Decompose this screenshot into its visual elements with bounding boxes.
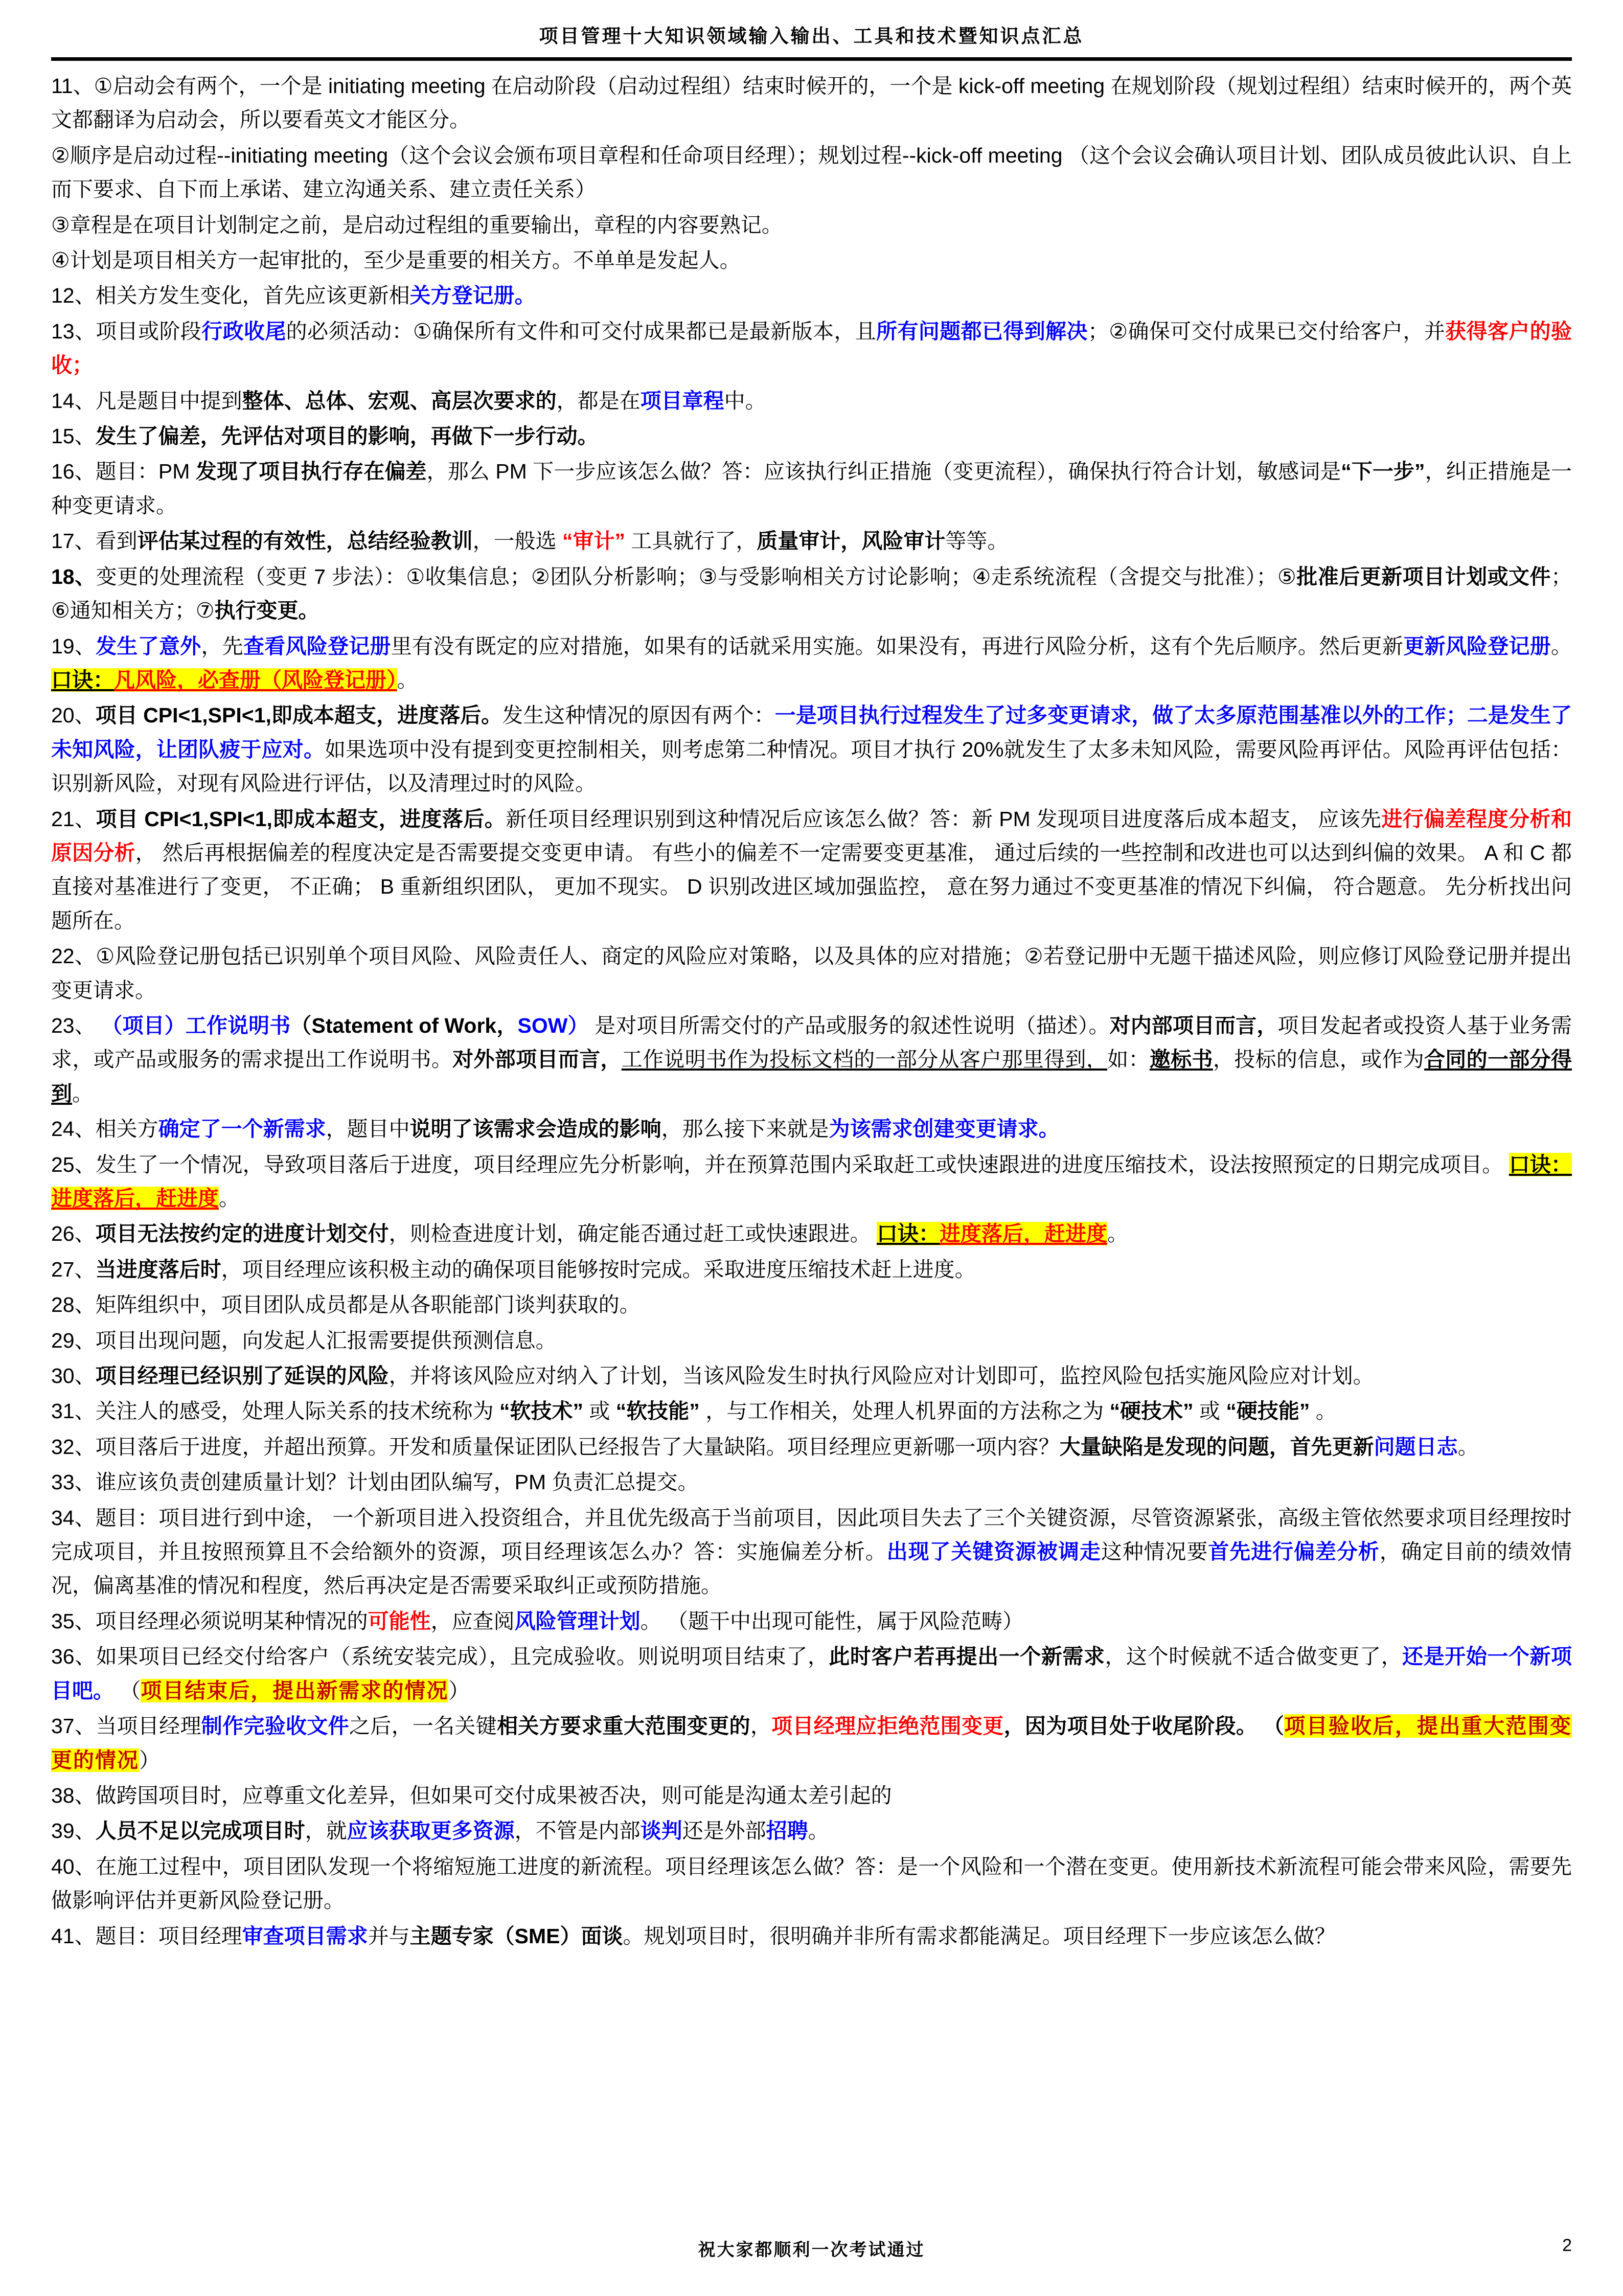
text-segment: 。 [1310, 1399, 1337, 1423]
text-segment: 出现了关键资源被调走 [886, 1540, 1101, 1564]
text-segment: 32、项目落后于进度，并超出预算。开发和质量保证团队已经报告了大量缺陷。项目经理应更新哪一项内容？ [51, 1435, 1060, 1459]
text-segment: 。 [219, 1187, 240, 1210]
text-segment: 26、 [51, 1222, 96, 1246]
text-segment: 首先进行偏差分析 [1208, 1540, 1380, 1564]
text-segment: 项目章程 [640, 389, 724, 413]
text-segment: ，不管是内部 [514, 1819, 641, 1843]
list-item [51, 1009, 1572, 1110]
text-segment: 还是开始一个新项目吧。 [51, 1645, 1572, 1702]
text-segment: 发生这种情况的原因有两个： [502, 703, 775, 728]
text-segment: 应该获取更多资源 [347, 1819, 515, 1843]
list-item [51, 1465, 1572, 1499]
text-segment: “软技术” [499, 1399, 583, 1423]
text-segment: 12、相关方发生变化，首先应该更新相 [51, 284, 410, 308]
text-segment: 发现了项目执行存在偏差 [195, 460, 427, 484]
text-segment: ，纠正措施是一种变更请求。 [51, 460, 1572, 517]
text-segment: ，题目中 [326, 1117, 410, 1141]
text-segment: （ [114, 1678, 141, 1702]
list-item [51, 698, 1572, 800]
text-segment: 38、做跨国项目时，应尊重文化差异，但如果可交付成果被否决，则可能是沟通太差引起的 [51, 1783, 892, 1807]
text-segment: ， [496, 1013, 518, 1037]
text-segment: 进度落后，赶进度 [51, 1187, 219, 1210]
text-segment: 并与 [368, 1924, 410, 1948]
list-item [51, 1359, 1572, 1393]
text-segment: 。 [1107, 1222, 1128, 1246]
text-segment: 此时客户若再提出一个新需求 [829, 1645, 1105, 1669]
text-segment: 制作完验收文件 [201, 1714, 349, 1738]
list-item [51, 1604, 1572, 1638]
list-item [51, 1640, 1572, 1708]
text-segment: 可能性 [368, 1609, 431, 1633]
text-segment: ，因为项目处于收尾阶段。 （ [1003, 1714, 1285, 1738]
text-segment: 23、 [51, 1013, 102, 1037]
text-segment: 执行变更。 [214, 599, 319, 623]
list-item [51, 1217, 1572, 1251]
text-segment: ，投标的信息，或作为 [1213, 1048, 1425, 1072]
text-segment: 27、 [51, 1257, 96, 1281]
list-item [51, 560, 1572, 628]
text-segment: 如果选项中没有提到变更控制相关，则考虑第二种情况。项目才执行 20%就发生了太多未知风险，需要风险再评估。风险再评估包括：识别新风险，对现有风险进行评估，以及清理过时的风险。 [51, 737, 1572, 795]
text-segment: 34、题目：项目进行到中途， 一个新项目进入投资组合，并且优先级高于当前项目，因此项目失去了三个关键资源，尽管资源紧张，高级主管依然要求项目经理按时完成项目，并且按照预算且不会给额外的资源，项目经理该怎么办？答：实施偏差分析。 [51, 1506, 1572, 1564]
text-segment: ，就 [305, 1819, 347, 1843]
text-segment: 35、项目经理必须说明某种情况的 [51, 1609, 368, 1633]
text-segment: ） [448, 1678, 470, 1702]
text-segment: “下一步” [1341, 460, 1425, 484]
text-segment: 。 （题干中出现可能性，属于风险范畴） [640, 1609, 1023, 1633]
list-item [51, 1288, 1572, 1322]
list-item [51, 1430, 1572, 1464]
text-segment: 里有没有既定的应对措施，如果有的话就采用实施。如果没有，再进行风险分析，这有个先后顺序。然后更新 [391, 634, 1404, 658]
footer-page-number: 2 [1562, 2236, 1572, 2255]
text-segment: 14、凡是题目中提到 [51, 389, 242, 413]
text-segment: 发生了偏差，先评估对项目的影响，再做下一步行动。 [95, 424, 599, 448]
text-segment: 13、项目或阶段 [51, 319, 202, 343]
text-segment: 整体、总体、宏观、高层次要求的 [242, 389, 557, 413]
header-divider [51, 57, 1572, 61]
text-segment: 15、 [51, 424, 96, 448]
text-segment: 发生了意外 [96, 634, 201, 658]
text-segment: 项目经理已经识别了延误的风险 [95, 1364, 389, 1388]
text-segment: 口诀： [1508, 1152, 1572, 1176]
list-item [51, 1112, 1572, 1146]
text-segment: ； [72, 353, 93, 377]
text-segment: 37、当项目经理 [51, 1714, 201, 1738]
text-segment: 16、题目：PM [51, 460, 196, 484]
list-item [51, 69, 1572, 137]
text-segment: “软技能” [615, 1399, 700, 1423]
list-item [51, 1394, 1572, 1428]
text-segment: 在规划阶段（规划过程组）结束时候开的，两个英文都翻译为启动会，所以要看英文才能区分。 [51, 74, 1572, 132]
text-segment: “硬技能” [1226, 1399, 1310, 1423]
text-segment: 29、项目出现问题，向发起人汇报需要提供预测信息。 [51, 1328, 557, 1352]
text-segment: 。 [72, 1081, 93, 1105]
text-segment: 关方登记册 [409, 284, 515, 308]
list-item [51, 1148, 1572, 1216]
text-segment: 33、谁应该负责创建质量计划？计划由团队编写，PM 负责汇总提交。 [51, 1470, 699, 1494]
text-segment: 对外部项目而言， [452, 1048, 622, 1072]
text-segment: 在启动阶段（启动过程组）结束时候开的，一个是 [485, 74, 958, 98]
list-item [51, 384, 1572, 418]
text-segment: 19、 [51, 634, 96, 658]
text-segment: 工作说明书作为投标文档的一部分从客户那里得到， [621, 1048, 1108, 1072]
text-segment: 20、 [51, 703, 96, 728]
text-segment: ④计划是项目相关方一起审批的，至少是重要的相关方。不单单是发起人。 [51, 248, 741, 272]
text-segment: 所有问题都已得到解决 [876, 319, 1088, 343]
list-item [51, 1814, 1572, 1848]
text-segment: SOW） [517, 1013, 589, 1037]
text-segment: 41、题目：项目经理 [51, 1924, 242, 1948]
text-segment: 项目经理应拒绝范围变更 [771, 1714, 1004, 1738]
list-item [51, 629, 1572, 697]
text-segment: 新任项目经理识别到这种情况后应该怎么做？答：新 PM 发现项目进度落后成本超支， 应该先 [506, 807, 1382, 831]
text-segment: 17、看到 [51, 529, 138, 553]
list-item [51, 279, 1572, 312]
text-segment: 项目发起者或投资人基于业务需求，或产品或服务的需求提出工作说明书。 [51, 1013, 1572, 1072]
text-segment: ，先 [201, 634, 243, 658]
list-item [51, 1253, 1572, 1286]
page-footer [51, 2236, 1572, 2266]
text-segment: 39、 [51, 1819, 96, 1843]
text-segment: “硬技术” [1109, 1399, 1194, 1423]
text-segment: 。 [1551, 634, 1572, 658]
text-segment: 确定了一个新需求 [158, 1117, 326, 1141]
text-segment: ，这个时候就不适合做变更了， [1105, 1645, 1403, 1669]
text-segment: “审计” [562, 529, 626, 553]
text-segment: 40、在施工过程中，项目团队发现一个将缩短施工进度的新流程。项目经理该怎么做？答：是一个风险和一个潜在变更。使用新技术新流程可能会带来风险，需要先做影响评估并更新风险登记册。 [51, 1854, 1572, 1913]
page-title: 项目管理十大知识领域输入输出、工具和技术暨知识点汇总 [539, 26, 1084, 47]
text-segment: 或 [583, 1399, 616, 1423]
text-segment: 谈判 [640, 1819, 682, 1843]
text-segment: 。 [514, 284, 536, 308]
text-segment: 的必须活动：①确保所有文件和可交付成果都已是最新版本，且 [286, 319, 877, 343]
text-segment: 这种情况要 [1101, 1540, 1208, 1564]
text-segment: 36、如果项目已经交付给客户（系统安装完成），且完成验收。则说明项目结束了， [51, 1645, 829, 1669]
list-item [51, 802, 1572, 938]
text-segment: Statement of Work [311, 1013, 497, 1037]
text-segment: ，确定目前的绩效情况，偏离基准的情况和程度，然后再决定是否需要采取纠正或预防措施。 [51, 1540, 1572, 1598]
text-segment: 相关方要求重大范围变更的 [497, 1714, 750, 1738]
text-segment: 评估某过程的有效性，总结经验教训 [137, 529, 473, 553]
text-segment: 28、矩阵组织中，项目团队成员都是从各职能部门谈判获取的。 [51, 1293, 641, 1317]
text-segment: ，那么接下来就是 [661, 1117, 829, 1141]
text-segment: ，并将该风险应对纳入了计划，当该风险发生时执行风险应对计划即可，监控风险包括实施风险应对计划。 [388, 1364, 1374, 1388]
text-segment: 项目 CPI<1,SPI<1,即成本超支，进度落后。 [95, 703, 502, 728]
text-segment: ，一般选 [472, 529, 563, 553]
text-segment: 18、 [51, 564, 96, 588]
text-segment: 邀标书 [1149, 1048, 1213, 1072]
text-segment: 之后，一名关键 [349, 1714, 497, 1738]
text-segment: 项目结束后，提出新需求的情况 [141, 1678, 449, 1702]
text-segment: 11、①启动会有两个，一个是 [51, 74, 328, 98]
text-segment: 批准后更新项目计划或文件 [1296, 564, 1551, 588]
text-segment: 行政收尾 [201, 319, 286, 343]
text-segment: 进度落后，赶进度 [940, 1222, 1107, 1246]
text-segment: 获得客户的验收 [51, 319, 1572, 377]
text-segment: 。 [1038, 1117, 1060, 1141]
text-segment: 进行偏差程度分析和原因分析 [51, 807, 1572, 865]
text-segment: 30、 [51, 1364, 96, 1388]
text-segment: ，都是在 [556, 389, 641, 413]
text-segment: 是对项目所需交付的产品或服务的叙述性说明（描述）。 [588, 1013, 1110, 1037]
text-segment: ，项目经理应该积极主动的确保项目能够按时完成。采取进度压缩技术赶上进度。 [221, 1257, 976, 1281]
text-segment: 主题专家（SME）面谈 [409, 1924, 623, 1948]
list-item [51, 314, 1572, 382]
text-segment: 质量审计，风险审计 [757, 529, 946, 553]
list-item [51, 139, 1572, 207]
text-segment: 人员不足以完成项目时 [95, 1819, 305, 1843]
text-segment: 审查项目需求 [242, 1924, 368, 1948]
list-item [51, 939, 1572, 1007]
list-item [51, 1501, 1572, 1603]
text-segment: ；②确保可交付成果已交付给客户，并 [1087, 319, 1446, 343]
text-segment: 24、相关方 [51, 1117, 158, 1141]
list-item [51, 454, 1572, 522]
text-segment: 凡风险，必查册（风险登记册） [114, 668, 397, 692]
text-segment: initiating meeting [328, 74, 486, 98]
text-segment: ， 然后再根据偏差的程度决定是否需要提交变更申请。 有些小的偏差不一定需要变更基准， 通过后续的一些控制和改进也可以达到纠偏的效果。 A 和 C 都直接对基准进行了变更， 不正确； B 重新组织团队， 更加不现实。 D 识别改进区域加强监控， 意在努力通过不变更基准的情况下纠偏， 符合题意。 先分析找出问题所在。 [51, 840, 1572, 933]
text-segment: 口诀： [877, 1222, 940, 1246]
text-segment: 。 [1457, 1435, 1479, 1459]
text-segment: 问题日志 [1374, 1435, 1458, 1459]
text-segment: 合同的一部分得到 [51, 1048, 1572, 1105]
list-item [51, 208, 1572, 242]
text-segment: 。规划项目时，很明确并非所有需求都能满足。项目经理下一步应该怎么做？ [623, 1924, 1336, 1948]
text-segment: 风险管理计划 [514, 1609, 641, 1633]
text-segment: ②顺序是启动过程--initiating meeting（这个会议会颁布项目章程和任命项目经理）；规划过程--kick-off meeting （这个会议会确认项目计划、团队成员彼此认识、自上而下要求、自下而上承诺、建立沟通关系、建立责任关系） [51, 143, 1572, 201]
text-segment: 大量缺陷是发现的问题，首先更新 [1059, 1435, 1374, 1459]
text-segment: 项目无法按约定的进度计划交付 [95, 1222, 389, 1246]
text-segment: 25、发生了一个情况，导致项目落后于进度，项目经理应先分析影响，并在预算范围内采取赶工或快速跟进的进度压缩技术，设法按照预定的日期完成项目。 [51, 1152, 1509, 1176]
text-segment: 项目验收后，提出重大范围变更的情况 [51, 1714, 1572, 1772]
list-item [51, 1850, 1572, 1918]
list-item [51, 1709, 1572, 1777]
list-item [51, 419, 1572, 453]
text-segment: 更新风险登记册 [1403, 634, 1551, 658]
text-segment: ， [750, 1714, 772, 1738]
text-segment: 21、 [51, 807, 96, 831]
text-segment: 说明了该需求会造成的影响 [409, 1117, 661, 1141]
text-segment: 当进度落后时 [95, 1257, 221, 1281]
text-segment: 对内部项目而言， [1109, 1013, 1278, 1037]
text-segment: ③章程是在项目计划制定之前，是启动过程组的重要输出，章程的内容要熟记。 [51, 213, 783, 237]
list-item [51, 1919, 1572, 1953]
text-segment: 为该需求创建变更请求 [829, 1117, 1039, 1141]
text-segment: 中。 [724, 389, 766, 413]
text-segment: （项目）工作说明书 [101, 1013, 291, 1037]
text-segment: 变更的处理流程（变更 7 步法）：①收集信息；②团队分析影响；③与受影响相关方讨论影响；④走系统流程（含提交与批准）；⑤ [96, 564, 1297, 588]
text-segment: 招聘 [766, 1819, 808, 1843]
text-segment: ） [139, 1748, 160, 1772]
text-segment: 31、关注人的感受，处理人际关系的技术统称为 [51, 1399, 499, 1423]
text-segment: 工具就行了， [625, 529, 757, 553]
text-segment: kick-off meeting [958, 74, 1105, 98]
text-segment: 等等。 [945, 529, 1009, 553]
list-item [51, 243, 1572, 277]
text-segment: 口诀： [51, 668, 114, 692]
list-item [51, 1324, 1572, 1357]
text-segment: ，则检查进度计划，确定能否通过赶工或快速跟进。 [388, 1222, 877, 1246]
text-segment: 还是外部 [682, 1819, 766, 1843]
document-body [51, 69, 1572, 1953]
footer-blessing: 祝大家都顺利一次考试通过 [698, 2241, 925, 2260]
text-segment: 一是项目执行过程发生了过多变更请求，做了太多原范围基准以外的工作；二是发生了未知风险，让团队疲于应对。 [51, 703, 1572, 761]
list-item [51, 524, 1572, 558]
text-segment: 项目 CPI<1,SPI<1,即成本超支，进度落后。 [96, 807, 506, 831]
list-item [51, 1779, 1572, 1812]
text-segment: ，那么 PM 下一步应该怎么做？答：应该执行纠正措施（变更流程），确保执行符合计划，敏感词是 [426, 460, 1341, 484]
text-segment: 。 [397, 668, 418, 692]
text-segment: 。 [808, 1819, 829, 1843]
text-segment: （ [290, 1013, 312, 1037]
text-segment: ；⑥通知相关方；⑦ [51, 564, 1572, 623]
text-segment: 查看风险登记册 [243, 634, 391, 658]
text-segment: 如： [1107, 1048, 1150, 1072]
text-segment: 或 [1193, 1399, 1226, 1423]
text-segment: 22、①风险登记册包括已识别单个项目风险、风险责任人、商定的风险应对策略，以及具体的应对措施；②若登记册中无题干描述风险，则应修订风险登记册并提出变更请求。 [51, 944, 1572, 1002]
text-segment: ，与工作相关，处理人机界面的方法称之为 [699, 1399, 1110, 1423]
text-segment: ，应查阅 [430, 1609, 515, 1633]
